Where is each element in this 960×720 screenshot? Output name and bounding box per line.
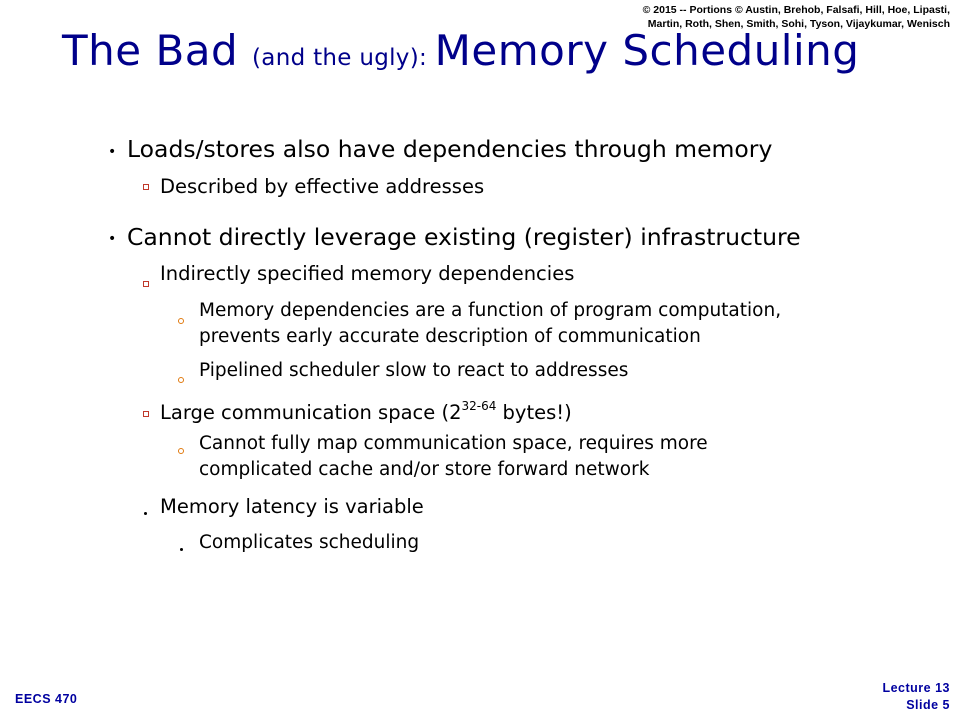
bullet-level2-large-communication-space <box>160 399 572 424</box>
ring-bullet-icon <box>178 448 184 454</box>
title-part-2: (and the ugly): <box>252 45 435 71</box>
bullet-level3-cannot-fully-map-line2: complicated cache and/or store forward network <box>199 459 650 480</box>
bullet-level3-pipelined-scheduler: Pipelined scheduler slow to react to addresses <box>199 360 629 381</box>
small-dot-bullet-icon <box>144 512 147 515</box>
large-space-suffix: bytes!) <box>496 401 572 424</box>
lecture-number: Lecture 13 <box>882 681 950 695</box>
small-dot-bullet-icon <box>180 548 183 551</box>
copyright-line-2: Martin, Roth, Shen, Smith, Sohi, Tyson, Vijaykumar, Wenisch <box>647 18 950 30</box>
bullet-level3-memory-dependencies-line2: prevents early accurate description of communication <box>199 326 701 347</box>
bullet-dot-icon: • <box>108 231 117 247</box>
slide-number: Slide 5 <box>906 698 950 712</box>
bullet-level3-cannot-fully-map-line1: Cannot fully map communication space, requires more <box>199 433 708 454</box>
square-bullet-icon <box>143 411 149 417</box>
large-space-exponent: 32-64 <box>461 399 497 413</box>
title-part-1: The Bad <box>62 26 253 75</box>
bullet-dot-icon: • <box>108 144 117 160</box>
bullet-level1-cannot-leverage: Cannot directly leverage existing (register) infrastructure <box>127 223 801 251</box>
copyright-line-1: © 2015 -- Portions © Austin, Brehob, Falsafi, Hill, Hoe, Lipasti, <box>642 4 950 16</box>
title-part-3: Memory Scheduling <box>434 26 860 75</box>
lecture-slide-label <box>882 680 950 714</box>
bullet-level2-indirectly-specified: Indirectly specified memory dependencies <box>160 262 575 285</box>
bullet-level2-effective-addresses: Described by effective addresses <box>160 175 485 198</box>
large-space-prefix: Large communication space (2 <box>160 401 462 424</box>
bullet-level3-complicates-scheduling: Complicates scheduling <box>199 532 420 553</box>
bullet-level2-memory-latency: Memory latency is variable <box>160 495 424 518</box>
ring-bullet-icon <box>178 377 184 383</box>
bullet-level1-loads-stores: Loads/stores also have dependencies through memory <box>127 135 773 163</box>
course-label: EECS 470 <box>15 692 78 706</box>
square-bullet-icon <box>143 184 149 190</box>
bullet-level3-memory-dependencies-line1: Memory dependencies are a function of program computation, <box>199 300 782 321</box>
ring-bullet-icon <box>178 318 184 324</box>
square-bullet-icon <box>143 281 149 287</box>
